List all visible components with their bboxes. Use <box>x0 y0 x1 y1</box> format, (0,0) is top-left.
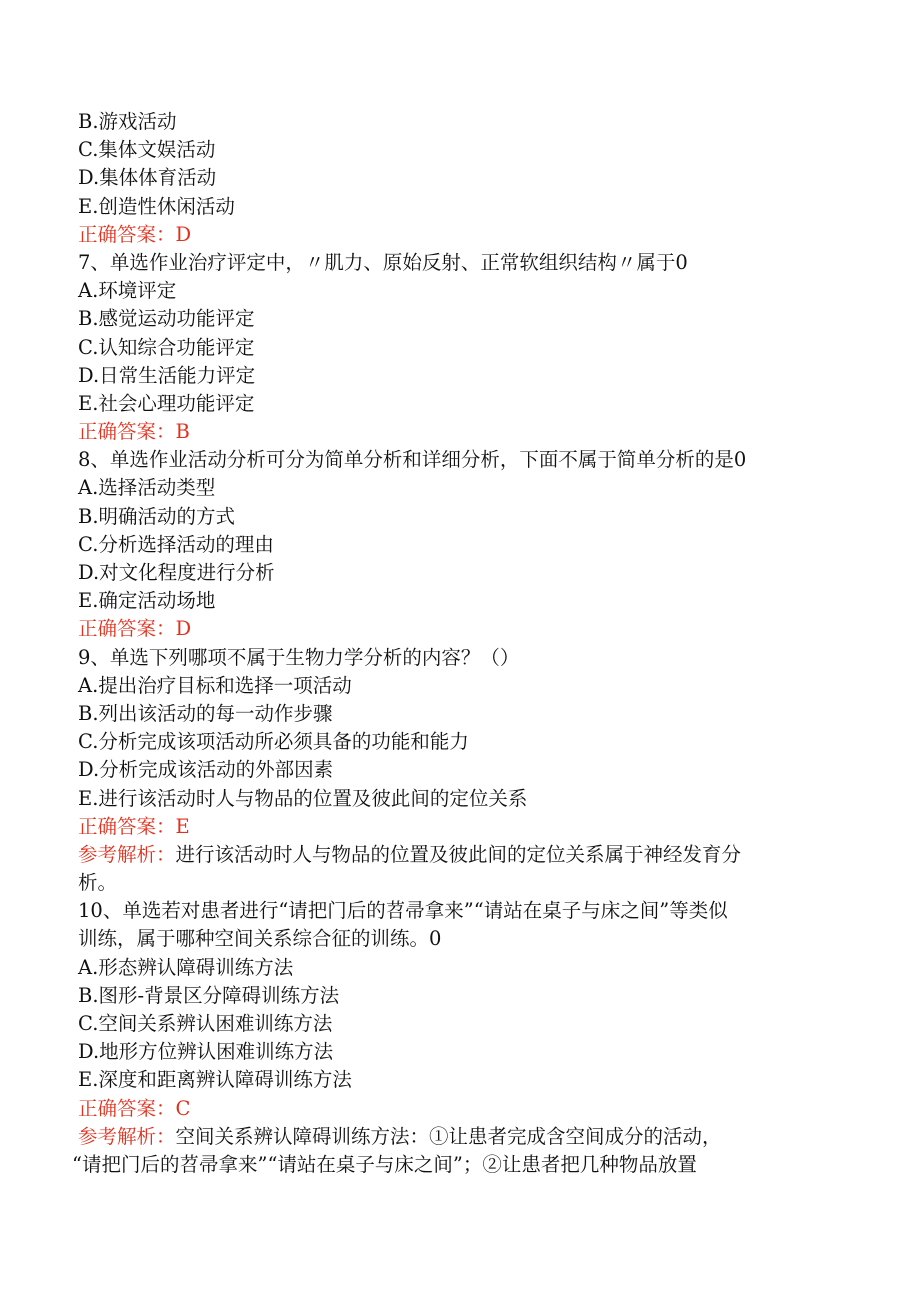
q7-option-b: B.感觉运动功能评定 <box>78 307 255 331</box>
q6-option-d: D.集体体育活动 <box>78 166 217 190</box>
q7-option-a: A.环境评定 <box>78 279 177 303</box>
q7-option-d: D.日常生活能力评定 <box>78 363 256 387</box>
q10-option-d: D.地形方位辨认困难训练方法 <box>78 1040 334 1064</box>
q6-correct-answer: 正确答案：D <box>78 222 192 246</box>
q10-stem-line1: 10、单选若对患者进行“请把门后的苕帚拿来”“请站在桌子与床之间”等类似 <box>78 899 728 923</box>
q9-option-b: B.列出该活动的每一动作步骤 <box>78 701 333 725</box>
q10-analysis-continuation: “请把门后的苕帚拿来”“请站在桌子与床之间”；②让患者把几种物品放置 <box>72 1152 697 1176</box>
q9-analysis <box>78 841 848 869</box>
q10-option-b: B.图形-背景区分障碍训练方法 <box>78 983 340 1007</box>
q8-option-d: D.对文化程度进行分析 <box>78 561 275 584</box>
q9-option-e: E.进行该活动时人与物品的位置及彼此间的定位关系 <box>78 786 528 810</box>
q9-analysis-continuation: 析。 <box>78 871 118 895</box>
q9-stem: 9、单选下列哪项不属于生物力学分析的内容？（） <box>78 645 520 669</box>
q10-stem-line2: 训练，属于哪种空间关系综合征的训练。0 <box>78 927 442 951</box>
q10-analysis-text: 空间关系辨认障碍训练方法：①让患者完成含空间成分的活动， <box>175 1124 722 1148</box>
q9-correct-answer: 正确答案：E <box>78 814 190 838</box>
q8-correct-answer: 正确答案：D <box>78 617 192 641</box>
q8-option-b: B.明确活动的方式 <box>78 504 236 528</box>
q9-option-c: C.分析完成该项活动所必须具备的功能和能力 <box>78 730 469 754</box>
question-content <box>72 108 848 1179</box>
q10-option-e: E.深度和距离辨认障碍训练方法 <box>78 1068 352 1092</box>
q9-analysis-text: 进行该活动时人与物品的位置及彼此间的定位关系属于神经发育分 <box>175 842 742 866</box>
q9-option-a: A.提出治疗目标和选择一项活动 <box>78 673 352 697</box>
q10-option-a: A.形态辨认障碍训练方法 <box>78 955 294 979</box>
q9-analysis-label: 参考解析： <box>78 842 176 866</box>
q6-option-c: C.集体文娱活动 <box>78 138 216 162</box>
q6-option-e: E.创造性休闲活动 <box>78 194 235 218</box>
q7-correct-answer: 正确答案：B <box>78 420 190 444</box>
q8-option-c: C.分析选择活动的理由 <box>78 532 274 556</box>
q8-stem: 8、单选作业活动分析可分为简单分析和详细分析，下面不属于简单分析的是0 <box>78 448 747 472</box>
q6-option-b: B.游戏活动 <box>78 110 177 133</box>
q8-option-e: E.确定活动场地 <box>78 589 216 613</box>
q9-option-d: D.分析完成该活动的外部因素 <box>78 758 334 782</box>
q10-correct-answer: 正确答案：C <box>78 1096 191 1120</box>
q7-stem: 7、单选作业治疗评定中，〃肌力、原始反射、正常软组织结构〃属于0 <box>78 250 688 274</box>
q7-option-c: C.认知综合功能评定 <box>78 335 255 359</box>
q7-option-e: E.社会心理功能评定 <box>78 391 255 415</box>
q8-option-a: A.选择活动类型 <box>78 476 216 500</box>
q10-option-c: C.空间关系辨认困难训练方法 <box>78 1012 333 1035</box>
q10-analysis-label: 参考解析： <box>78 1124 176 1148</box>
q10-analysis <box>78 1123 848 1151</box>
